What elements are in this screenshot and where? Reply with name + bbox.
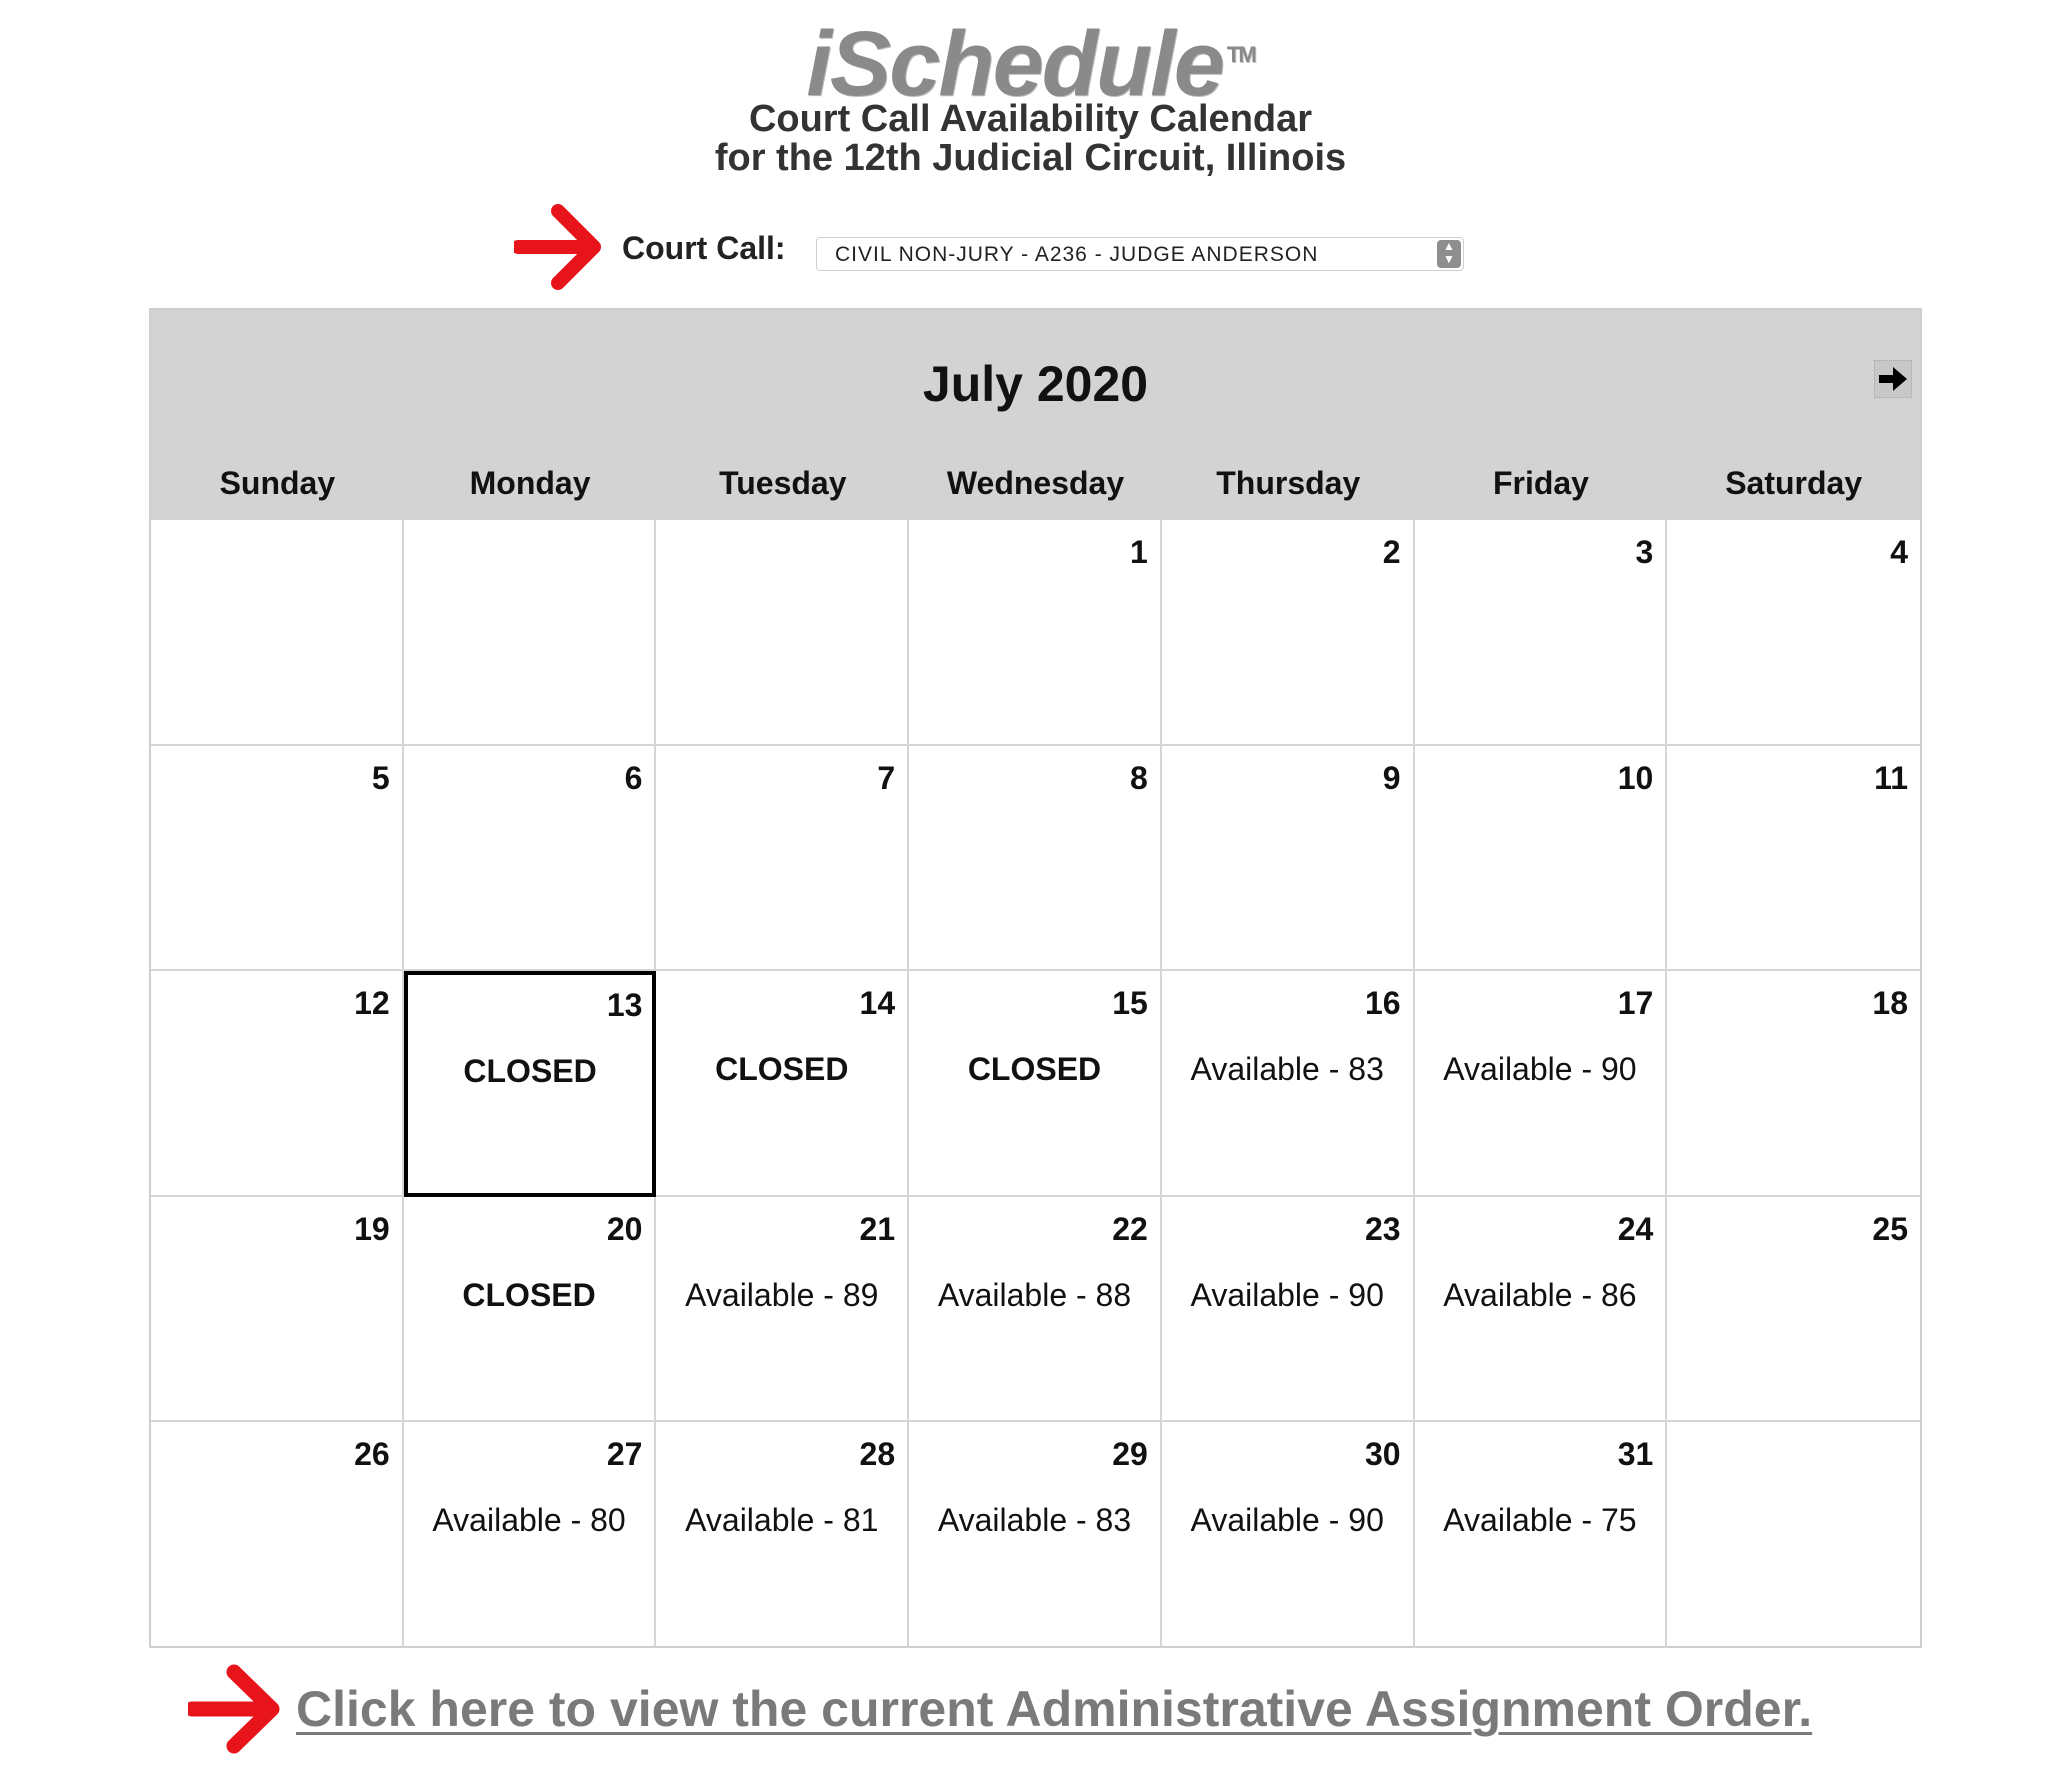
day-number: 27 xyxy=(606,1436,643,1473)
subtitle-line-1: Court Call Availability Calendar xyxy=(748,98,1313,140)
availability-status: Available - 83 xyxy=(937,1502,1132,1539)
calendar-day-cell[interactable] xyxy=(909,1197,1162,1423)
day-number: 4 xyxy=(1890,534,1908,570)
day-number: 12 xyxy=(354,985,390,1022)
calendar-header xyxy=(151,310,1920,520)
calendar-day-cell[interactable] xyxy=(1162,520,1415,746)
calendar-day-cell[interactable] xyxy=(656,971,909,1197)
weekday-thursday: Thursday xyxy=(1216,465,1361,501)
calendar-day-cell[interactable] xyxy=(1162,746,1415,972)
day-number: 13 xyxy=(606,987,643,1024)
calendar-day-cell[interactable] xyxy=(1415,746,1668,972)
red-arrow-icon xyxy=(514,203,606,291)
day-number: 17 xyxy=(1617,985,1654,1022)
court-call-select[interactable] xyxy=(816,237,1464,271)
next-month-button[interactable] xyxy=(1874,360,1912,398)
day-number: 31 xyxy=(1617,1436,1654,1473)
calendar-day-cell[interactable] xyxy=(1162,971,1415,1197)
weekday-sunday: Sunday xyxy=(219,465,336,501)
day-number: 6 xyxy=(624,759,643,796)
closed-status: CLOSED xyxy=(463,1053,597,1090)
calendar-day-cell[interactable] xyxy=(404,971,657,1197)
calendar-empty-cell xyxy=(151,520,404,746)
closed-status: CLOSED xyxy=(967,1051,1102,1088)
month-title: July 2020 xyxy=(922,356,1149,412)
day-number: 3 xyxy=(1635,534,1654,570)
day-number: 21 xyxy=(859,1210,896,1247)
calendar-day-cell[interactable] xyxy=(151,1197,404,1423)
court-call-selected-value: CIVIL NON-JURY - A236 - JUDGE ANDERSON xyxy=(835,243,1319,266)
calendar-day-cell[interactable] xyxy=(909,1422,1162,1648)
day-number: 26 xyxy=(354,1436,390,1473)
calendar-day-cell[interactable] xyxy=(909,746,1162,972)
subtitle-line-2: for the 12th Judicial Circuit, Illinois xyxy=(714,137,1347,179)
day-number: 22 xyxy=(1112,1210,1148,1247)
day-number: 5 xyxy=(371,759,390,796)
weekday-header-row xyxy=(151,465,1920,515)
calendar-day-cell[interactable] xyxy=(1415,1197,1668,1423)
red-arrow-icon xyxy=(188,1664,284,1754)
day-number: 28 xyxy=(859,1436,896,1473)
day-number: 20 xyxy=(606,1210,643,1247)
calendar-empty-cell xyxy=(656,520,909,746)
availability-status: Available - 90 xyxy=(1190,1276,1384,1313)
availability-status: Available - 75 xyxy=(1443,1502,1637,1539)
logo-text: iSchedule xyxy=(806,13,1223,115)
calendar-grid xyxy=(151,520,1920,1648)
calendar-day-cell[interactable] xyxy=(1162,1197,1415,1423)
calendar xyxy=(149,308,1922,1648)
calendar-day-cell[interactable] xyxy=(404,1197,657,1423)
day-number: 19 xyxy=(354,1210,390,1247)
weekday-wednesday: Wednesday xyxy=(946,465,1125,501)
day-number: 15 xyxy=(1112,985,1148,1022)
day-number: 30 xyxy=(1364,1436,1401,1473)
weekday-friday: Friday xyxy=(1492,465,1589,501)
calendar-empty-cell xyxy=(404,520,657,746)
day-number: 23 xyxy=(1364,1210,1401,1247)
availability-status: Available - 80 xyxy=(432,1502,626,1539)
calendar-day-cell[interactable] xyxy=(151,1422,404,1648)
day-number: 2 xyxy=(1382,534,1401,570)
calendar-day-cell[interactable] xyxy=(1415,1422,1668,1648)
day-number: 16 xyxy=(1364,985,1401,1022)
availability-status: Available - 89 xyxy=(685,1276,879,1313)
closed-status: CLOSED xyxy=(462,1276,596,1313)
calendar-day-cell[interactable] xyxy=(1667,1197,1920,1423)
calendar-day-cell[interactable] xyxy=(1415,971,1668,1197)
calendar-day-cell[interactable] xyxy=(656,746,909,972)
day-number: 25 xyxy=(1872,1210,1908,1247)
weekday-saturday: Saturday xyxy=(1725,465,1863,501)
weekday-monday: Monday xyxy=(469,465,591,501)
court-call-label: Court Call: xyxy=(622,230,786,266)
availability-status: Available - 88 xyxy=(937,1276,1132,1313)
calendar-day-cell[interactable] xyxy=(1667,971,1920,1197)
availability-status: Available - 90 xyxy=(1190,1502,1384,1539)
weekday-tuesday: Tuesday xyxy=(719,465,847,501)
logo-trademark: TM xyxy=(1226,42,1255,67)
closed-status: CLOSED xyxy=(715,1051,849,1088)
day-number: 14 xyxy=(859,985,896,1022)
availability-status: Available - 90 xyxy=(1443,1051,1637,1088)
calendar-empty-cell xyxy=(1667,1422,1920,1648)
day-number: 1 xyxy=(1130,534,1148,570)
availability-status: Available - 86 xyxy=(1443,1276,1637,1313)
calendar-day-cell[interactable] xyxy=(1667,746,1920,972)
right-arrow-icon xyxy=(1875,361,1911,397)
day-number: 24 xyxy=(1617,1210,1654,1247)
calendar-day-cell[interactable] xyxy=(656,1422,909,1648)
day-number: 7 xyxy=(877,759,896,796)
calendar-day-cell[interactable] xyxy=(151,746,404,972)
calendar-day-cell[interactable] xyxy=(404,746,657,972)
calendar-day-cell[interactable] xyxy=(1667,520,1920,746)
calendar-day-cell[interactable] xyxy=(404,1422,657,1648)
calendar-day-cell[interactable] xyxy=(909,520,1162,746)
calendar-day-cell[interactable] xyxy=(1162,1422,1415,1648)
calendar-day-cell[interactable] xyxy=(909,971,1162,1197)
calendar-day-cell[interactable] xyxy=(656,1197,909,1423)
availability-status: Available - 81 xyxy=(685,1502,879,1539)
day-number: 29 xyxy=(1112,1436,1148,1473)
page-title xyxy=(0,100,2061,178)
day-number: 8 xyxy=(1130,759,1148,796)
day-number: 11 xyxy=(1874,759,1908,796)
administrative-order-link[interactable]: Click here to view the current Administrative Assignment Order. xyxy=(296,1681,1813,1737)
availability-status: Available - 83 xyxy=(1190,1051,1384,1088)
day-number: 10 xyxy=(1617,759,1654,796)
day-number: 9 xyxy=(1382,759,1401,796)
calendar-day-cell[interactable] xyxy=(151,971,404,1197)
select-stepper-icon[interactable]: ▲ ▼ xyxy=(1437,240,1461,268)
day-number: 18 xyxy=(1872,985,1908,1022)
calendar-day-cell[interactable] xyxy=(1415,520,1668,746)
